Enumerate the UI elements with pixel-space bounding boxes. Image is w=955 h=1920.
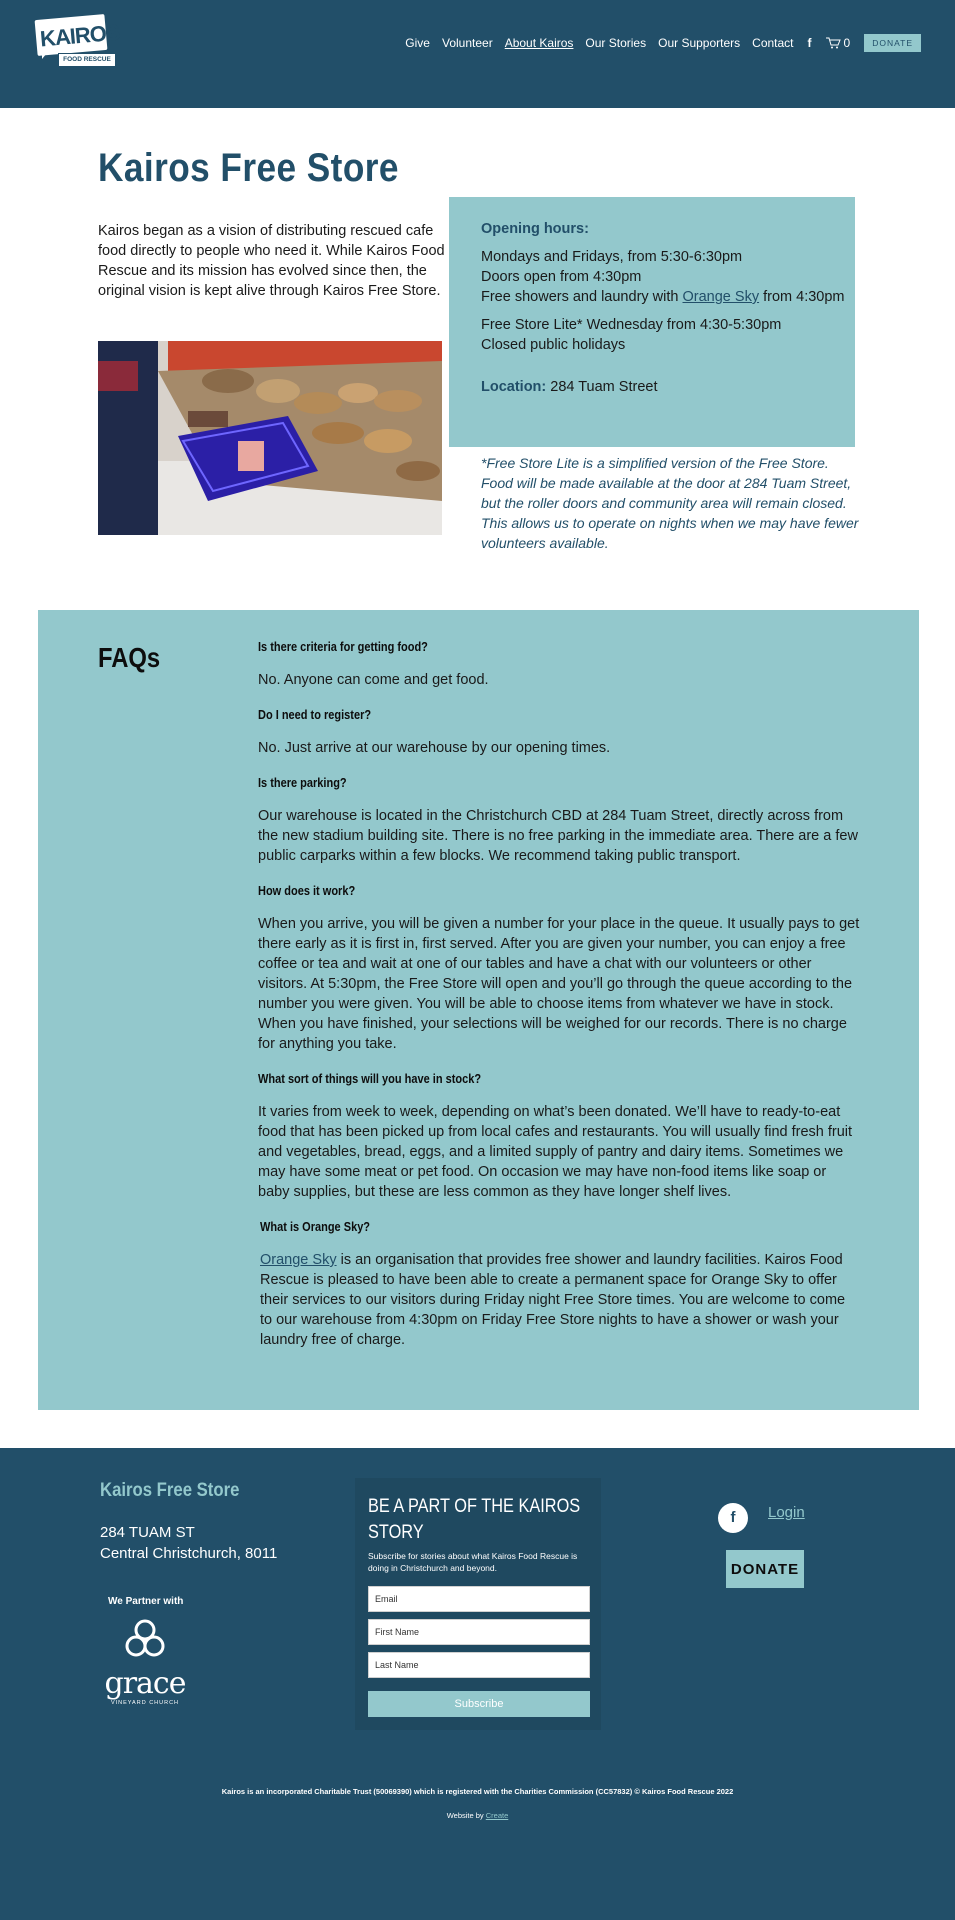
nav-volunteer[interactable]: Volunteer — [441, 36, 493, 50]
faq-title: FAQs — [98, 642, 161, 673]
facebook-icon[interactable]: f — [807, 36, 812, 50]
logo-subtitle: FOOD RESCUE — [58, 53, 116, 67]
nav-about-kairos[interactable]: About Kairos — [504, 36, 574, 50]
photo-illustration — [98, 341, 442, 535]
faq-question: Do I need to register? — [258, 708, 372, 722]
subscribe-description: Subscribe for stories about what Kairos Food Rescue is doing in Christchurch and beyond. — [368, 1551, 578, 1573]
free-store-lite-note: *Free Store Lite is a simplified version of the Free Store. Food will be made available at the door at 284 Tuam Street, but the roller doors and community area will remain closed. This allows us to operate on nights when we may have fewer volunteers available. — [481, 455, 859, 551]
cart-icon — [826, 37, 841, 49]
footer-address — [100, 1522, 277, 1564]
website-credit — [0, 1811, 955, 1820]
cart-count: 0 — [843, 36, 851, 50]
partner-subname: VINEYARD CHURCH — [110, 1700, 180, 1706]
nav-give[interactable]: Give — [405, 36, 430, 50]
free-store-photo — [98, 341, 442, 535]
grace-swirl-icon — [100, 1616, 190, 1668]
site-header — [0, 0, 955, 108]
login-link[interactable]: Login — [768, 1504, 805, 1521]
nav-contact[interactable]: Contact — [752, 36, 794, 50]
hours-line-1: Mondays and Fridays, from 5:30-6:30pm — [481, 249, 743, 265]
location-value: 284 Tuam Street — [546, 379, 658, 395]
subscribe-button[interactable]: Subscribe — [368, 1691, 590, 1717]
partner-label: We Partner with — [108, 1596, 184, 1607]
hours-line-2: Doors open from 4:30pm — [481, 269, 642, 285]
orange-sky-link[interactable]: Orange Sky — [682, 289, 760, 305]
page-title: Kairos Free Store — [98, 146, 399, 190]
logo-title: KAIROS — [39, 19, 121, 52]
nav-our-supporters[interactable]: Our Supporters — [658, 36, 741, 50]
intro-text: Kairos began as a vision of distributing rescued cafe food directly to people who need it. While Kairos Food Rescue and its mission has evolved since then, the original vision is kept alive through Kairos Free Store. — [98, 223, 445, 299]
faq-question: What is Orange Sky? — [260, 1220, 371, 1234]
hours-line-4: Free Store Lite* Wednesday from 4:30-5:30pm — [481, 317, 782, 333]
hours-line-5: Closed public holidays — [481, 337, 626, 353]
faq-answer: It varies from week to week, depending on what’s been donated. We’ll have to ready-to-eat food that has been picked up from local cafes and restaurants. You will usually find fresh fruit and vegetables, bread, eggs, and a limited supply of pantry and dairy items. Sometimes we may have some meat or pet food. On occasion we may have non-food items like soap or baby supplies, but these are less common as they have longer shelf lives. — [258, 1104, 853, 1200]
location-label: Location: — [481, 379, 547, 395]
footer-title: Kairos Free Store — [100, 1480, 240, 1501]
faq-question: Is there parking? — [258, 776, 347, 790]
hours-line-3-post: from 4:30pm — [759, 289, 845, 305]
address-line-1: 284 TUAM ST — [100, 1524, 195, 1541]
hours-line-3 — [481, 287, 845, 307]
cart-button[interactable] — [826, 36, 851, 50]
kairos-logo[interactable] — [36, 17, 122, 69]
header-donate-button[interactable]: DONATE — [864, 34, 921, 52]
orange-sky-faq-link[interactable]: Orange Sky — [260, 1252, 337, 1268]
last-name-field[interactable] — [368, 1652, 590, 1678]
faq-answer: No. Just arrive at our warehouse by our opening times. — [258, 740, 611, 756]
faq-question: What sort of things will you have in stock? — [258, 1072, 482, 1086]
address-line-2: Central Christchurch, 8011 — [100, 1545, 278, 1562]
create-link[interactable]: Create — [485, 1811, 509, 1820]
faq-list — [258, 640, 860, 1368]
credit-text: Website by — [446, 1811, 486, 1820]
footer-facebook-icon[interactable]: f — [718, 1503, 748, 1533]
faq-question: How does it work? — [258, 884, 356, 898]
email-field[interactable] — [368, 1586, 590, 1612]
faq-answer: When you arrive, you will be given a number for your place in the queue. It usually pays to get there early as it is first in, first served. After you are given your number, you can enjoy a free coffee or tea and wait at one of our tables and have a chat with our volunteers or other visitors. At 5:30pm, the Free Store will open and you’ll go through the queue according to the number you were given. You will be able to choose items from whatever we have in stock. When you have finished, your selections will be weighed for our records. There is no charge for anything you take. — [258, 916, 860, 1052]
nav-our-stories[interactable]: Our Stories — [585, 36, 647, 50]
faq-answer — [260, 1250, 860, 1350]
hours-line-3-pre: Free showers and laundry with — [481, 289, 683, 305]
faq-answer: No. Anyone can come and get food. — [258, 672, 489, 688]
location-line — [481, 377, 823, 397]
faq-answer-text: is an organisation that provides free shower and laundry facilities. Kairos Food Rescue is pleased to have been able to create a permanent space for Orange Sky to offer their services to our visitors during Friday night Free Store times. You are welcome to come to our warehouse from 4:30pm on Friday Free Store nights to have a shower or wash your laundry free of charge. — [260, 1252, 846, 1348]
footer-donate-button[interactable]: DONATE — [726, 1550, 804, 1588]
subscribe-title: BE A PART OF THE KAIROS STORY — [368, 1496, 581, 1543]
main-nav — [393, 34, 921, 52]
subscribe-box — [355, 1478, 601, 1730]
grace-logo[interactable] — [100, 1616, 190, 1708]
opening-hours-box — [449, 197, 855, 447]
faq-question: Is there criteria for getting food? — [258, 640, 428, 654]
faq-answer: Our warehouse is located in the Christchurch CBD at 284 Tuam Street, directly across from the new stadium building site. There is no free parking in the immediate area. There are a few public carparks within a few blocks. We recommend taking public transport. — [258, 808, 858, 864]
partner-name: grace — [104, 1666, 186, 1701]
opening-hours-heading: Opening hours: — [481, 221, 589, 237]
first-name-field[interactable] — [368, 1619, 590, 1645]
legal-text: Kairos is an incorporated Charitable Trust (50069390) which is registered with the Charities Commission (CC57832) © Kairos Food Rescue 2022 — [221, 1787, 734, 1796]
